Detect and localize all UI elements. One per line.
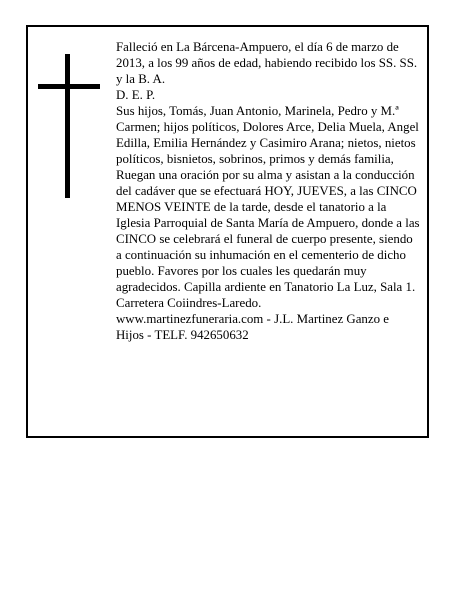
funeral-home-contact: www.martinezfuneraria.com - J.L. Martinez Ganzo e Hijos - TELF. 942650632 xyxy=(116,312,389,342)
family-list: Sus hijos, Tomás, Juan Antonio, Marinela, Pedro y M.ª Carmen; hijos políticos, Dolores Arce, Delia Muela, Angel Edilla, Emilia Hernández y Casimiro Arana; nietos, nietos políticos, bisnietos, sobrinos, primos y demás familia, xyxy=(116,104,419,166)
obituary-text xyxy=(116,39,420,343)
cross-vertical-bar xyxy=(65,54,70,198)
funeral-details: Ruegan una oración por su alma y asistan a la conducción del cadáver que se efectuará HOY, JUEVES, a las CINCO MENOS VEINTE de la tarde, desde el tanatorio a la Iglesia Parroquial de Santa María de Ampuero, donde a las CINCO se celebrará el funeral de cuerpo presente, siendo a continuación su inhumación en el cementerio de dicho pueblo. Favores por los cuales les quedarán muy agradecidos. Capilla ardiente en Tanatorio La Luz, Sala 1. Carretera Coiindres-Laredo. xyxy=(116,168,420,310)
cross-horizontal-bar xyxy=(38,84,100,89)
rip-line: D. E. P. xyxy=(116,88,156,102)
cross-icon xyxy=(38,54,100,198)
death-announcement: Falleció en La Bárcena-Ampuero, el día 6 de marzo de 2013, a los 99 años de edad, habiendo recibido los SS. SS. y la B. A. xyxy=(116,40,418,86)
